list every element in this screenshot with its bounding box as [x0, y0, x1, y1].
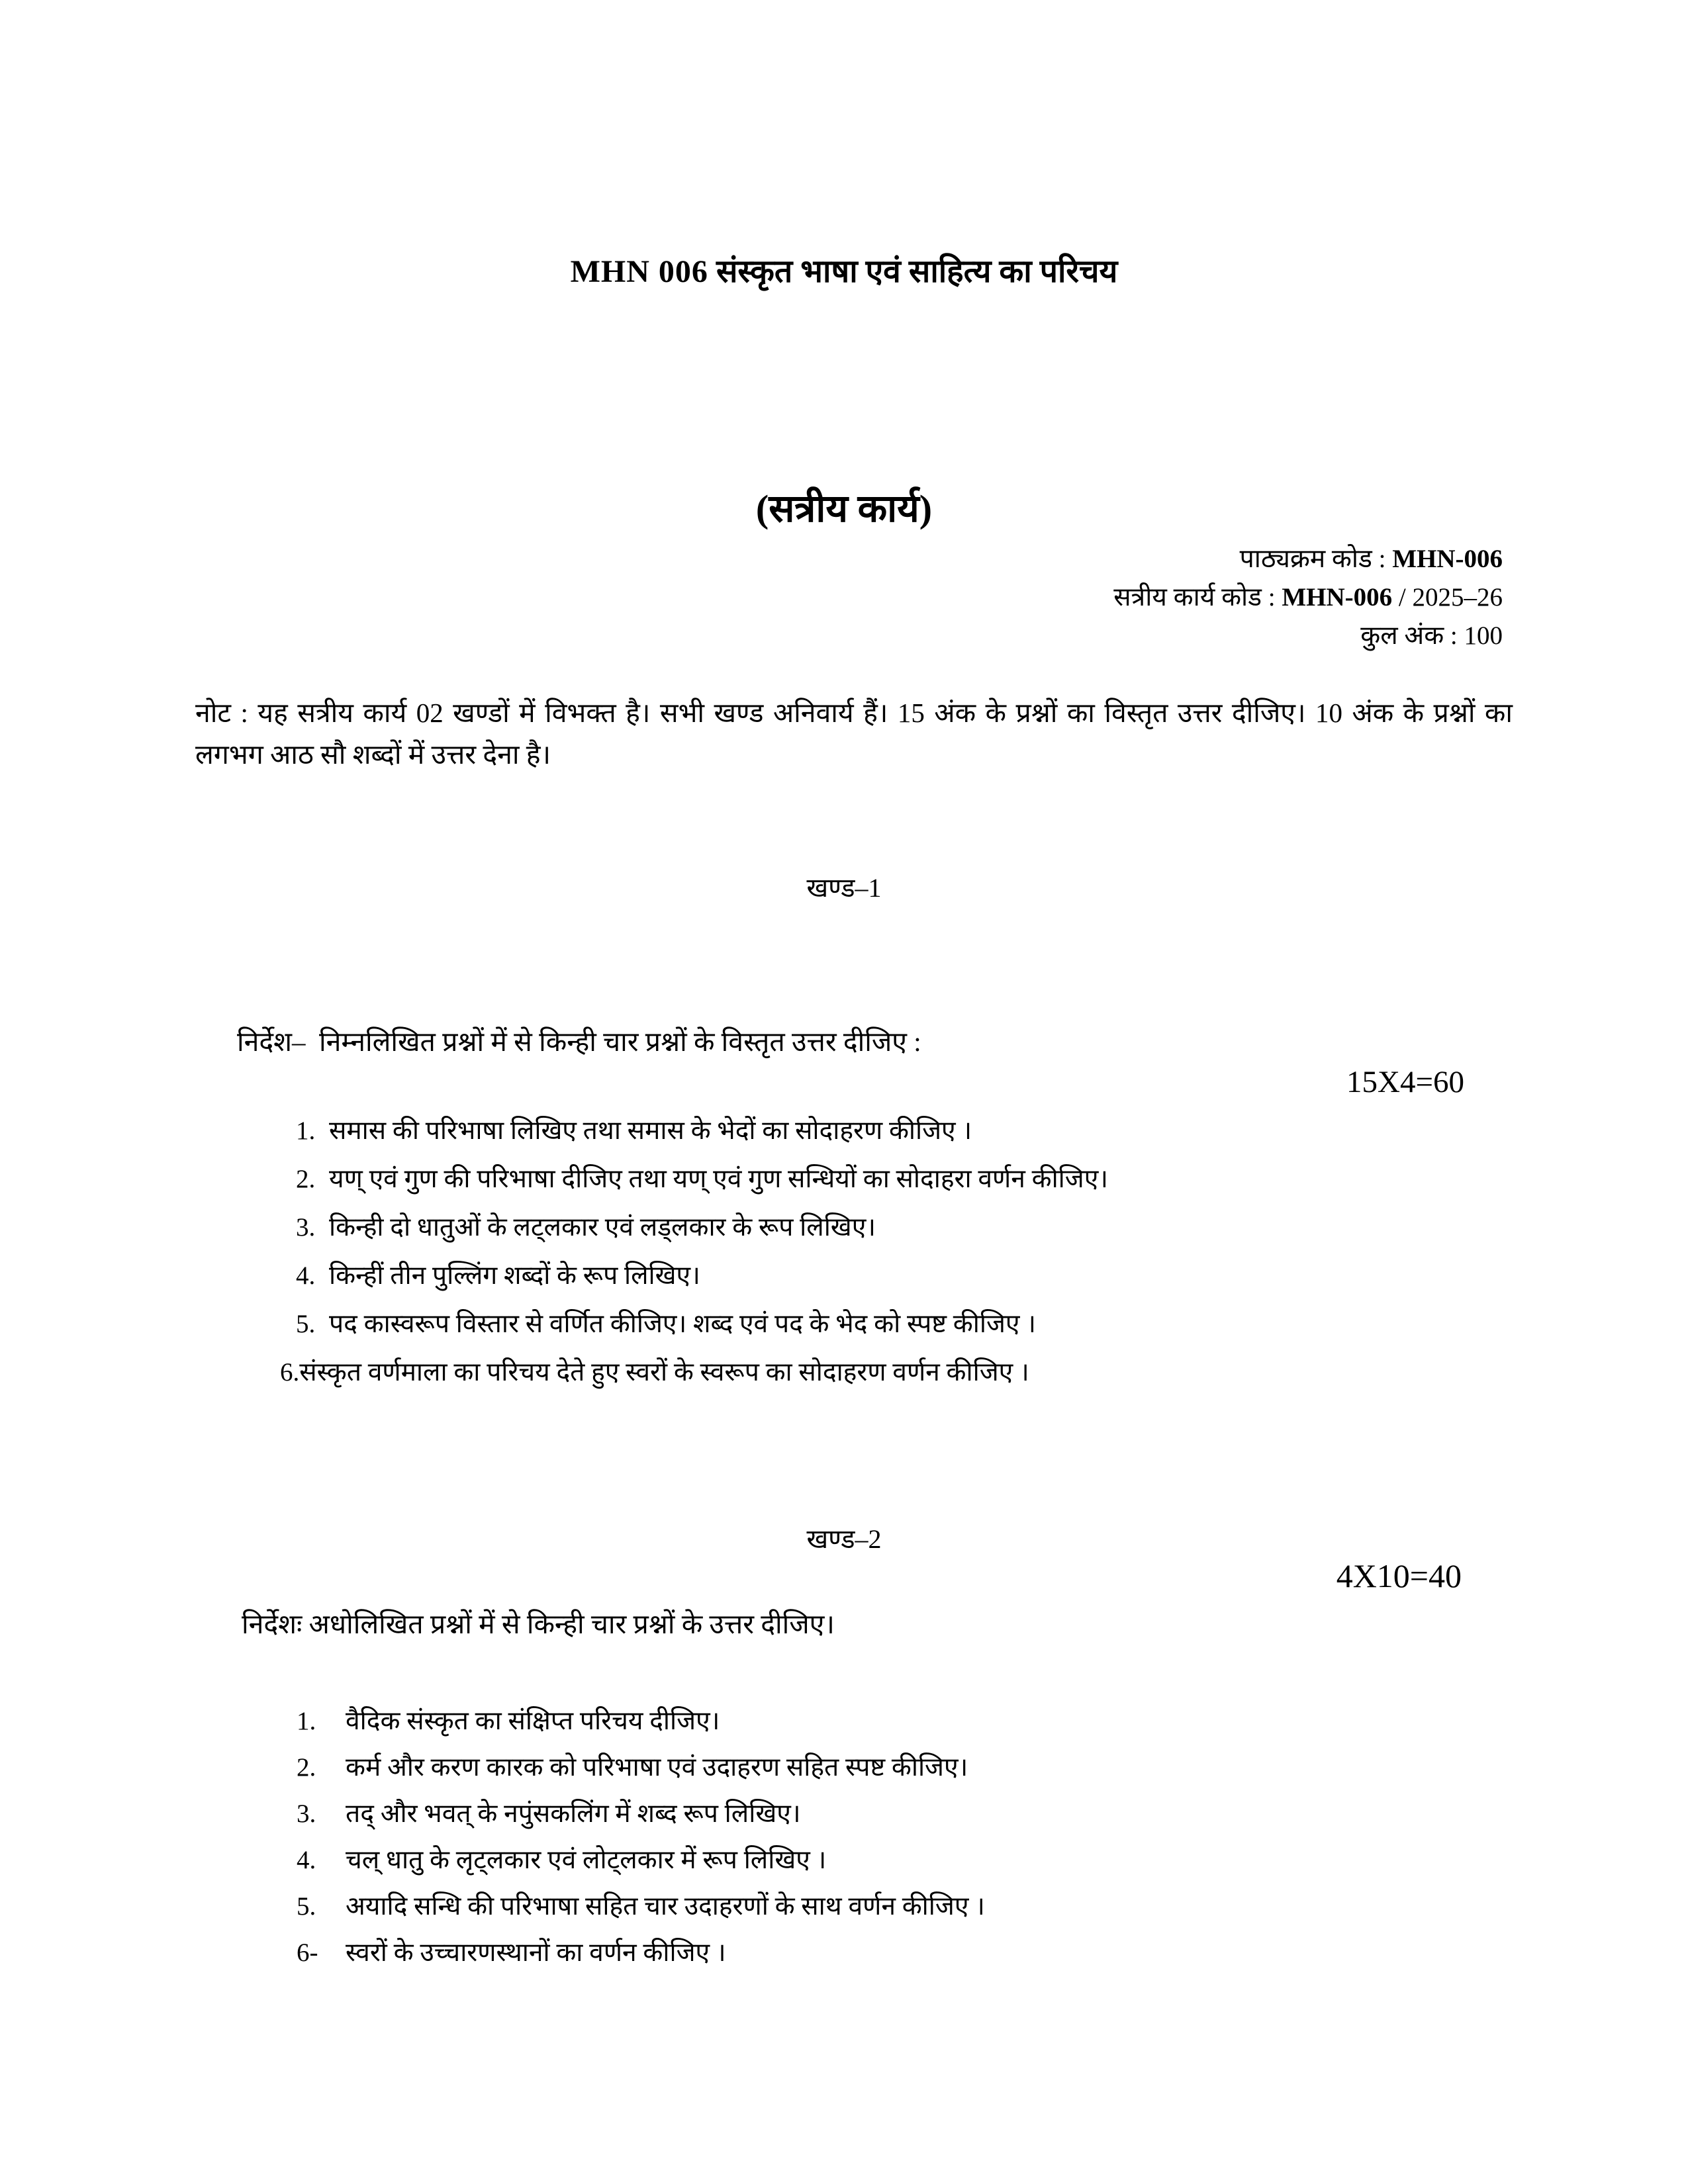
course-code-label: पाठ्यक्रम कोड :	[1239, 545, 1393, 573]
question-number: 6.	[280, 1358, 300, 1387]
question-item	[297, 1791, 985, 1837]
assignment-code-session: / 2025–26	[1392, 583, 1503, 612]
question-item	[296, 1155, 1108, 1203]
course-code-title: MHN 006	[570, 254, 708, 289]
question-text: स्वरों के उच्चारणस्थानों का वर्णन कीजिए ।	[346, 1938, 726, 1967]
total-marks-line	[1113, 617, 1503, 655]
question-text: समास की परिभाषा लिखिए तथा समास के भेदों का सोदाहरण कीजिए ।	[329, 1116, 972, 1145]
question-item	[297, 1698, 985, 1745]
total-marks-value: 100	[1464, 621, 1503, 650]
section-1-instruction: निर्देश– निम्नलिखित प्रश्नों में से किन्ही चार प्रश्नों के विस्तृत उत्तर दीजिए :	[237, 1026, 921, 1057]
page-title	[0, 249, 1688, 292]
question-item	[296, 1251, 1108, 1300]
question-text: किन्हीं तीन पुल्लिंग शब्दों के रूप लिखिए।	[329, 1261, 700, 1290]
assignment-subtitle: (सत्रीय कार्य)	[755, 487, 933, 530]
question-number: 1.	[297, 1707, 316, 1735]
course-code-value: MHN-006	[1392, 545, 1503, 573]
section-1-marks: 15X4=60	[1346, 1065, 1464, 1099]
question-number: 4.	[296, 1261, 316, 1290]
question-number: 1.	[296, 1116, 316, 1145]
question-number: 4.	[297, 1846, 316, 1874]
question-text: यण् एवं गुण की परिभाषा दीजिए तथा यण् एवं गुण सन्धियों का सोदाहरा वर्णन कीजिए।	[329, 1165, 1109, 1193]
question-number: 2.	[297, 1753, 316, 1782]
question-item	[297, 1884, 985, 1930]
question-number: 3.	[297, 1799, 316, 1828]
course-code-line	[1113, 540, 1503, 578]
question-item	[296, 1203, 1108, 1251]
question-text: अयादि सन्धि की परिभाषा सहित चार उदाहरणों के साथ वर्णन कीजिए ।	[346, 1892, 985, 1921]
question-item	[297, 1745, 985, 1791]
question-item	[280, 1348, 1108, 1396]
assignment-code-line	[1113, 578, 1503, 617]
question-item	[296, 1107, 1108, 1155]
meta-block	[1113, 540, 1503, 655]
section-2-marks: 4X10=40	[1336, 1557, 1462, 1594]
assignment-code-label: सत्रीय कार्य कोड :	[1113, 583, 1282, 612]
question-number: 2.	[296, 1165, 316, 1193]
question-text: चल् धातु के लृट्लकार एवं लोट्लकार में रूप लिखिए ।	[346, 1846, 827, 1874]
total-marks-label: कुल अंक :	[1360, 621, 1464, 650]
question-number: 6-	[297, 1938, 318, 1967]
section-1-question-list	[280, 1107, 1109, 1396]
question-number: 3.	[296, 1213, 316, 1242]
question-number: 5.	[296, 1310, 316, 1338]
question-item	[297, 1930, 985, 1976]
assignment-code-value: MHN-006	[1282, 583, 1393, 612]
question-text: तद् और भवत् के नपुंसकलिंग में शब्द रूप लिखिए।	[346, 1799, 801, 1828]
question-number: 5.	[297, 1892, 316, 1921]
section-1-heading: खण्ड–1	[806, 873, 882, 903]
question-text: पद कास्वरूप विस्तार से वर्णित कीजिए। शब्द एवं पद के भेद को स्पष्ट कीजिए ।	[329, 1310, 1036, 1338]
question-text: किन्ही दो धातुओं के लट्लकार एवं लड्लकार के रूप लिखिए।	[329, 1213, 876, 1242]
note-paragraph: नोट : यह सत्रीय कार्य 02 खण्डों में विभक्त है। सभी खण्ड अनिवार्य हैं। 15 अंक के प्रश्नों का विस्तृत उत्तर दीजिए। 10 अंक के प्रश्नों का लगभग आठ सौ शब्दों में उत्तर देना है।	[195, 698, 1513, 770]
question-text: संस्कृत वर्णमाला का परिचय देते हुए स्वरों के स्वरूप का सोदाहरण वर्णन कीजिए ।	[299, 1358, 1029, 1387]
question-item	[296, 1300, 1108, 1348]
course-title-text: संस्कृत भाषा एवं साहित्य का परिचय	[716, 254, 1118, 289]
section-2-heading: खण्ड–2	[806, 1524, 882, 1554]
question-item	[297, 1837, 985, 1884]
section-2-instruction: निर्देशः अधोलिखित प्रश्नों में से किन्ही चार प्रश्नों के उत्तर दीजिए।	[242, 1609, 835, 1639]
question-text: वैदिक संस्कृत का संक्षिप्त परिचय दीजिए।	[346, 1707, 720, 1735]
section-2-question-list	[297, 1698, 985, 1976]
question-text: कर्म और करण कारक को परिभाषा एवं उदाहरण सहित स्पष्ट कीजिए।	[346, 1753, 968, 1782]
